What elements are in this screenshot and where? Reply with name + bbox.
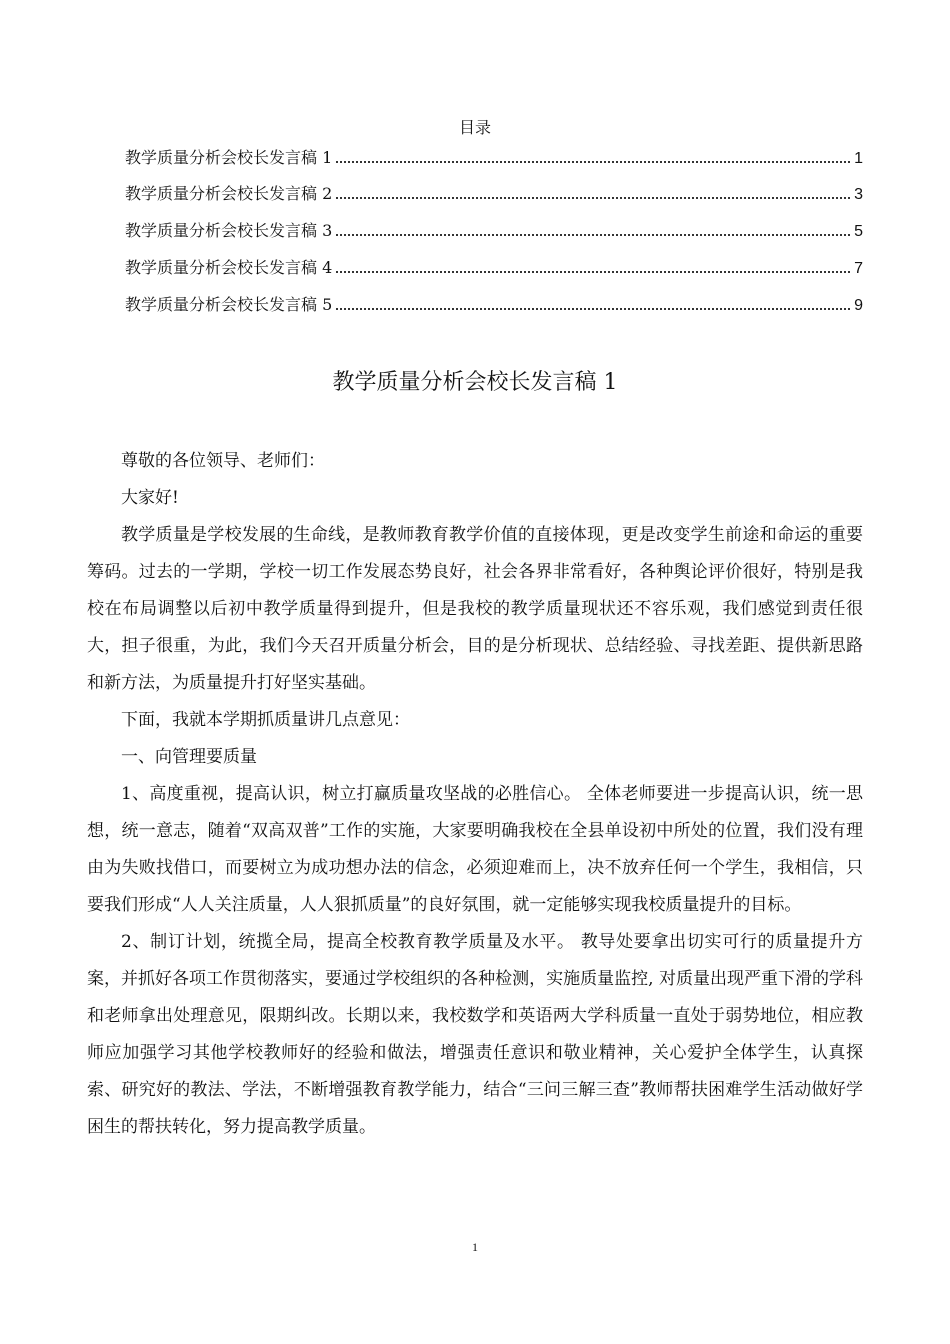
salutation: 尊敬的各位领导、老师们：	[121, 451, 325, 471]
toc-entry[interactable]	[125, 255, 863, 279]
toc-entry-page: 9	[854, 297, 863, 314]
toc-heading: 目录	[458, 118, 491, 137]
toc-dot-leader	[336, 181, 850, 199]
toc-dot-leader	[336, 255, 850, 273]
toc-entry-label: 教学质量分析会校长发言稿 2	[125, 184, 333, 203]
toc-entry-label: 教学质量分析会校长发言稿 5	[125, 295, 333, 314]
body-paragraph: 教学质量是学校发展的生命线，是教师教育教学价值的直接体现，更是改变学生前途和命运的重要筹码。过去的一学期，学校一切工作发展态势良好，社会各界非常看好，各种舆论评价很好，特别是我校在布局调整以后初中教学质量得到提升，但是我校的教学质量现状还不容乐观，我们感觉到责任很大，担子很重，为此，我们今天召开质量分析会，目的是分析现状、总结经验、寻找差距、提供新思路和新方法，为质量提升打好坚实基础。	[87, 525, 863, 693]
body-paragraph: 2、制订计划，统揽全局，提高全校教育教学质量及水平。 教导处要拿出切实可行的质量提升方案，并抓好各项工作贯彻落实，要通过学校组织的各种检测，实施质量监控, 对质量出现严重下滑的学科和老师拿出处理意见，限期纠改。长期以来，我校数学和英语两大学科质量一直处于弱势地位，相应教师应加强学习其他学校教师好的经验和做法，增强责任意识和敬业精神，关心爱护全体学生，认真探索、研究好的教法、学法，不断增强教育教学能力，结合“三问三解三查”教师帮扶困难学生活动做好学困生的帮扶转化，努力提高教学质量。	[87, 932, 863, 1137]
toc-entry-page: 3	[854, 186, 863, 203]
toc-entry-label: 教学质量分析会校长发言稿 1	[125, 148, 333, 167]
toc-entry-label: 教学质量分析会校长发言稿 4	[125, 258, 333, 277]
document-body	[87, 443, 863, 1146]
toc-entry[interactable]	[125, 218, 863, 242]
greeting: 大家好!	[121, 488, 179, 508]
toc-entry[interactable]	[125, 145, 863, 169]
toc-entry-label: 教学质量分析会校长发言稿 3	[125, 221, 333, 240]
document-title: 教学质量分析会校长发言稿 1	[332, 370, 618, 395]
body-paragraph: 1、高度重视，提高认识，树立打赢质量攻坚战的必胜信心。 全体老师要进一步提高认识，统一思想，统一意志，随着“双高双普”工作的实施，大家要明确我校在全县单设初中所处的位置，我们没有理由为失败找借口，而要树立为成功想办法的信念，必须迎难而上，决不放弃任何一个学生，我相信，只要我们形成“人人关注质量，人人狠抓质量”的良好氛围，就一定能够实现我校质量提升的目标。	[87, 784, 863, 915]
toc-dot-leader	[336, 218, 850, 236]
section-heading: 一、向管理要质量	[121, 747, 257, 767]
toc-entry[interactable]	[125, 181, 863, 205]
toc-dot-leader	[336, 145, 850, 163]
toc-entry-page: 5	[854, 223, 863, 240]
toc-entry-page: 1	[854, 150, 863, 167]
toc-dot-leader	[336, 292, 850, 310]
page-number: 1	[472, 1240, 478, 1254]
body-paragraph: 下面，我就本学期抓质量讲几点意见：	[121, 710, 410, 730]
toc-entry-page: 7	[854, 260, 863, 277]
toc-entry[interactable]	[125, 292, 863, 316]
